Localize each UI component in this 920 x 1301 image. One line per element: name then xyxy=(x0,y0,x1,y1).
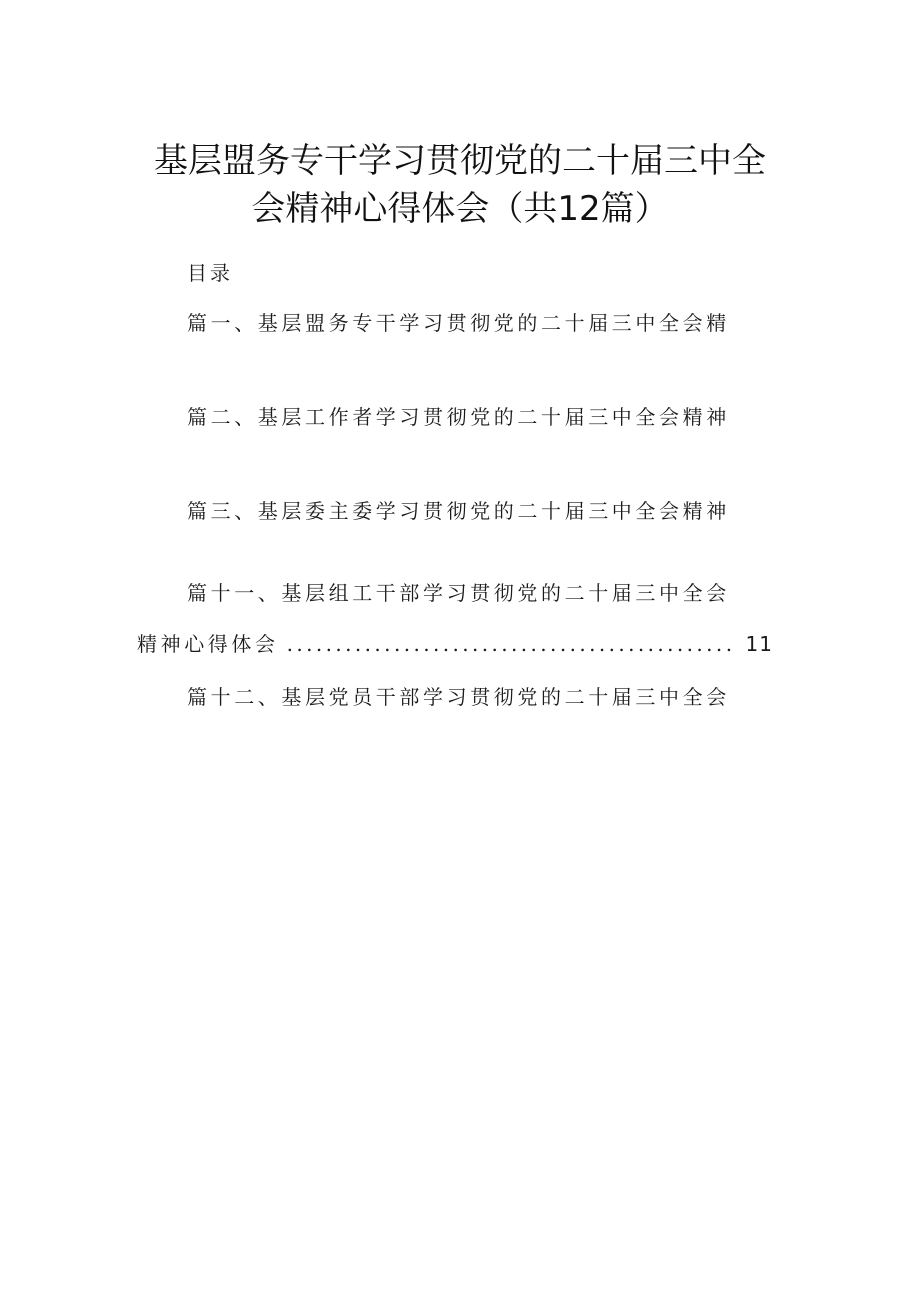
toc-entry-1[interactable]: 篇一、基层盟务专干学习贯彻党的二十届三中全会精 xyxy=(187,311,730,335)
toc-page-number: 11 xyxy=(745,632,773,656)
toc-heading: 目录 xyxy=(187,261,233,285)
document-title-line-1: 基层盟务专干学习贯彻党的二十届三中全 xyxy=(154,141,766,181)
toc-entry-11-continuation[interactable] xyxy=(137,628,773,657)
document-title-line-2: 会精神心得体会（共12篇） xyxy=(251,189,669,229)
toc-entry-11[interactable]: 篇十一、基层组工干部学习贯彻党的二十届三中全会 xyxy=(187,581,730,605)
toc-entry-12[interactable]: 篇十二、基层党员干部学习贯彻党的二十届三中全会 xyxy=(187,685,730,709)
toc-entry-3[interactable]: 篇三、基层委主委学习贯彻党的二十届三中全会精神 xyxy=(187,499,730,523)
toc-entry-11-continuation-text: 精神心得体会 xyxy=(137,632,279,656)
toc-entry-2[interactable]: 篇二、基层工作者学习贯彻党的二十届三中全会精神 xyxy=(187,405,730,429)
toc-leader-dots: .............................................. xyxy=(286,632,736,656)
